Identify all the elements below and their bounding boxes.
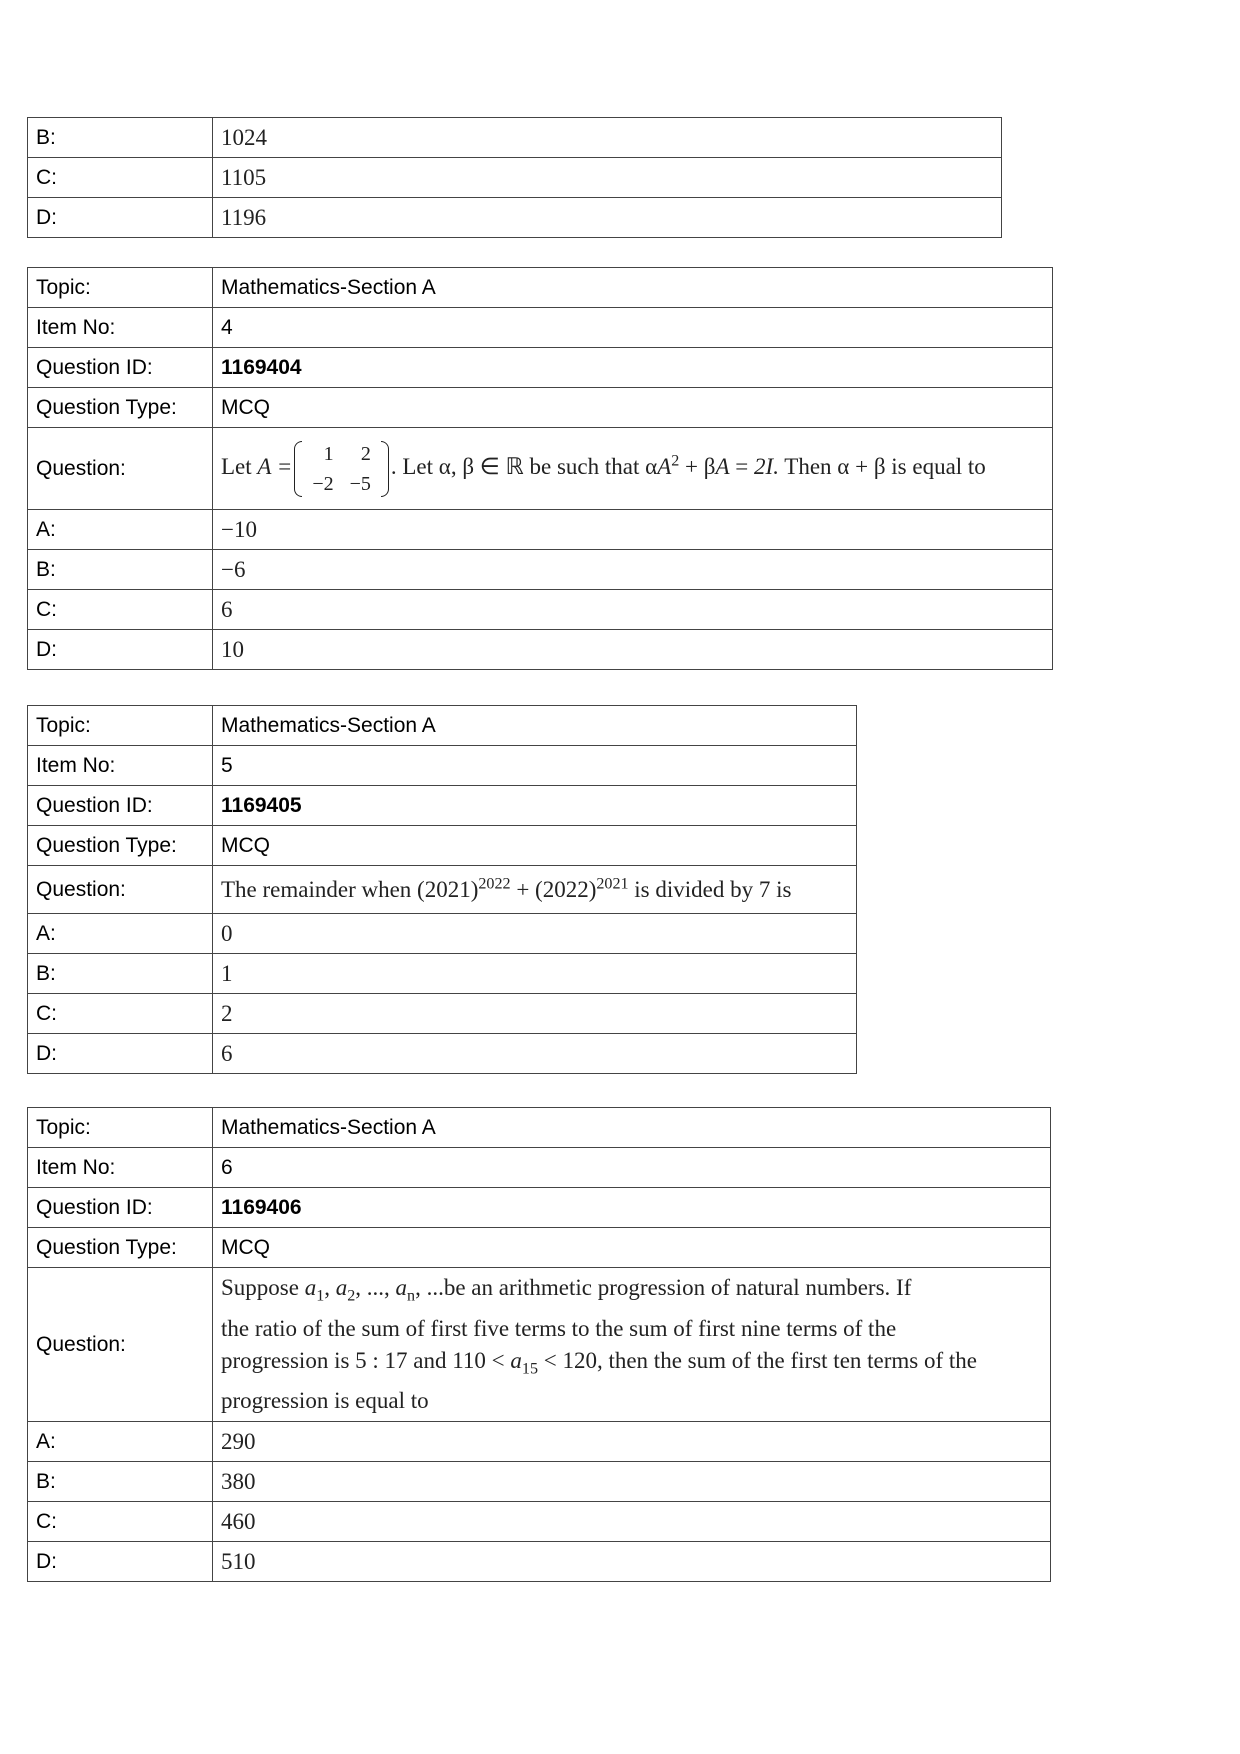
option-label-d: D: [28, 630, 213, 670]
option-row-d [28, 1542, 1051, 1582]
option-row-d [28, 198, 1002, 238]
option-label-a: A: [28, 510, 213, 550]
option-value-c: 6 [213, 590, 1053, 630]
question-id-value: 1169406 [213, 1188, 1051, 1228]
option-value-a: 290 [213, 1422, 1051, 1462]
question-row [28, 866, 857, 914]
topic-value: Mathematics-Section A [213, 1108, 1051, 1148]
matrix-cell: 1 [323, 442, 334, 465]
option-row-c [28, 994, 857, 1034]
option-row-b [28, 118, 1002, 158]
question-type-value: MCQ [213, 388, 1053, 428]
option-value-a: 0 [213, 914, 857, 954]
question-table-6 [27, 1107, 1051, 1582]
q-part1: The remainder when (2021) [221, 877, 479, 903]
option-label-a: A: [28, 914, 213, 954]
matrix-A [294, 439, 389, 499]
item-no-label: Item No: [28, 308, 213, 348]
question-table-4 [27, 267, 1053, 670]
q-exp2: 2021 [596, 875, 629, 893]
options-table-prev [27, 117, 1002, 238]
question-label: Question: [28, 428, 213, 510]
q-exp1: 2022 [478, 875, 511, 893]
q-rest2: + β [679, 453, 716, 479]
q-line2: the ratio of the sum of first five terms to the sum of first nine terms of the [221, 1315, 897, 1341]
question-text [213, 1268, 1051, 1422]
option-label-c: C: [28, 1502, 213, 1542]
q-rest1: . Let α, β ∈ ℝ be such that α [390, 453, 658, 479]
option-row-b [28, 550, 1053, 590]
question-text [213, 866, 857, 914]
item-no-value: 6 [213, 1148, 1051, 1188]
item-no-row [28, 746, 857, 786]
option-value-d: 1196 [213, 198, 1002, 238]
item-no-row [28, 1148, 1051, 1188]
option-value-d: 6 [213, 1034, 857, 1074]
option-label-a: A: [28, 1422, 213, 1462]
option-label-d: D: [28, 1542, 213, 1582]
topic-label: Topic: [28, 706, 213, 746]
option-row-b [28, 1462, 1051, 1502]
item-no-label: Item No: [28, 746, 213, 786]
option-label-b: B: [28, 1462, 213, 1502]
q-line1: Suppose $a_1$, $a_2$, ..., $a_n$, ...be an arithmetic progression of natural numbers. If [221, 1275, 912, 1305]
q-rest3: Then α + β is equal to [778, 453, 986, 479]
q-let: Let [221, 453, 258, 479]
option-row-d [28, 630, 1053, 670]
option-row-a [28, 510, 1053, 550]
option-value-b: 1 [213, 954, 857, 994]
question-id-row [28, 1188, 1051, 1228]
question-text [213, 428, 1053, 510]
question-label: Question: [28, 866, 213, 914]
question-id-value: 1169404 [213, 348, 1053, 388]
q-A: A [657, 453, 672, 479]
q-A2: A [715, 453, 730, 479]
option-label-d: D: [28, 198, 213, 238]
matrix-cell: −5 [349, 472, 371, 495]
question-id-row [28, 786, 857, 826]
option-value-d: 510 [213, 1542, 1051, 1582]
question-type-row [28, 1228, 1051, 1268]
question-type-value: MCQ [213, 826, 857, 866]
option-value-c: 1105 [213, 158, 1002, 198]
topic-value: Mathematics-Section A [213, 706, 857, 746]
q-A-eq: A = [257, 453, 293, 479]
option-row-d [28, 1034, 857, 1074]
item-no-label: Item No: [28, 1148, 213, 1188]
question-id-label: Question ID: [28, 1188, 213, 1228]
item-no-row [28, 308, 1053, 348]
topic-value: Mathematics-Section A [213, 268, 1053, 308]
option-value-b: −6 [213, 550, 1053, 590]
question-row [28, 1268, 1051, 1422]
question-type-row [28, 388, 1053, 428]
question-id-label: Question ID: [28, 348, 213, 388]
option-value-b: 1024 [213, 118, 1002, 158]
topic-row [28, 706, 857, 746]
option-value-a: −10 [213, 510, 1053, 550]
option-row-a [28, 914, 857, 954]
q-eq: = [729, 453, 755, 479]
question-type-row [28, 826, 857, 866]
option-value-b: 380 [213, 1462, 1051, 1502]
q-part3: is divided by 7 is [628, 877, 792, 903]
option-label-b: B: [28, 954, 213, 994]
option-row-b [28, 954, 857, 994]
option-row-a [28, 1422, 1051, 1462]
option-row-c [28, 1502, 1051, 1542]
question-type-label: Question Type: [28, 388, 213, 428]
matrix-cell: 2 [360, 442, 371, 465]
option-label-c: C: [28, 158, 213, 198]
question-type-label: Question Type: [28, 1228, 213, 1268]
question-row [28, 428, 1053, 510]
option-value-c: 460 [213, 1502, 1051, 1542]
option-row-c [28, 590, 1053, 630]
question-label: Question: [28, 1268, 213, 1422]
item-no-value: 4 [213, 308, 1053, 348]
option-label-b: B: [28, 550, 213, 590]
q-line3: progression is 5 : 17 and $110 < a_{15} < 120$, then the sum of the first ten terms of the [221, 1347, 978, 1378]
q-part2: + (2022) [510, 877, 597, 903]
topic-row [28, 268, 1053, 308]
matrix-cell: −2 [312, 472, 334, 495]
question-type-value: MCQ [213, 1228, 1051, 1268]
option-value-c: 2 [213, 994, 857, 1034]
item-no-value: 5 [213, 746, 857, 786]
option-value-d: 10 [213, 630, 1053, 670]
question-type-label: Question Type: [28, 826, 213, 866]
q-line4: progression is equal to [221, 1388, 429, 1414]
option-label-d: D: [28, 1034, 213, 1074]
option-label-b: B: [28, 118, 213, 158]
topic-label: Topic: [28, 268, 213, 308]
q-sq: 2 [671, 452, 680, 470]
question-table-5 [27, 705, 857, 1074]
option-row-c [28, 158, 1002, 198]
option-label-c: C: [28, 994, 213, 1034]
option-label-c: C: [28, 590, 213, 630]
topic-row [28, 1108, 1051, 1148]
question-id-row [28, 348, 1053, 388]
q-2I: 2I. [754, 453, 779, 479]
topic-label: Topic: [28, 1108, 213, 1148]
question-id-value: 1169405 [213, 786, 857, 826]
question-id-label: Question ID: [28, 786, 213, 826]
